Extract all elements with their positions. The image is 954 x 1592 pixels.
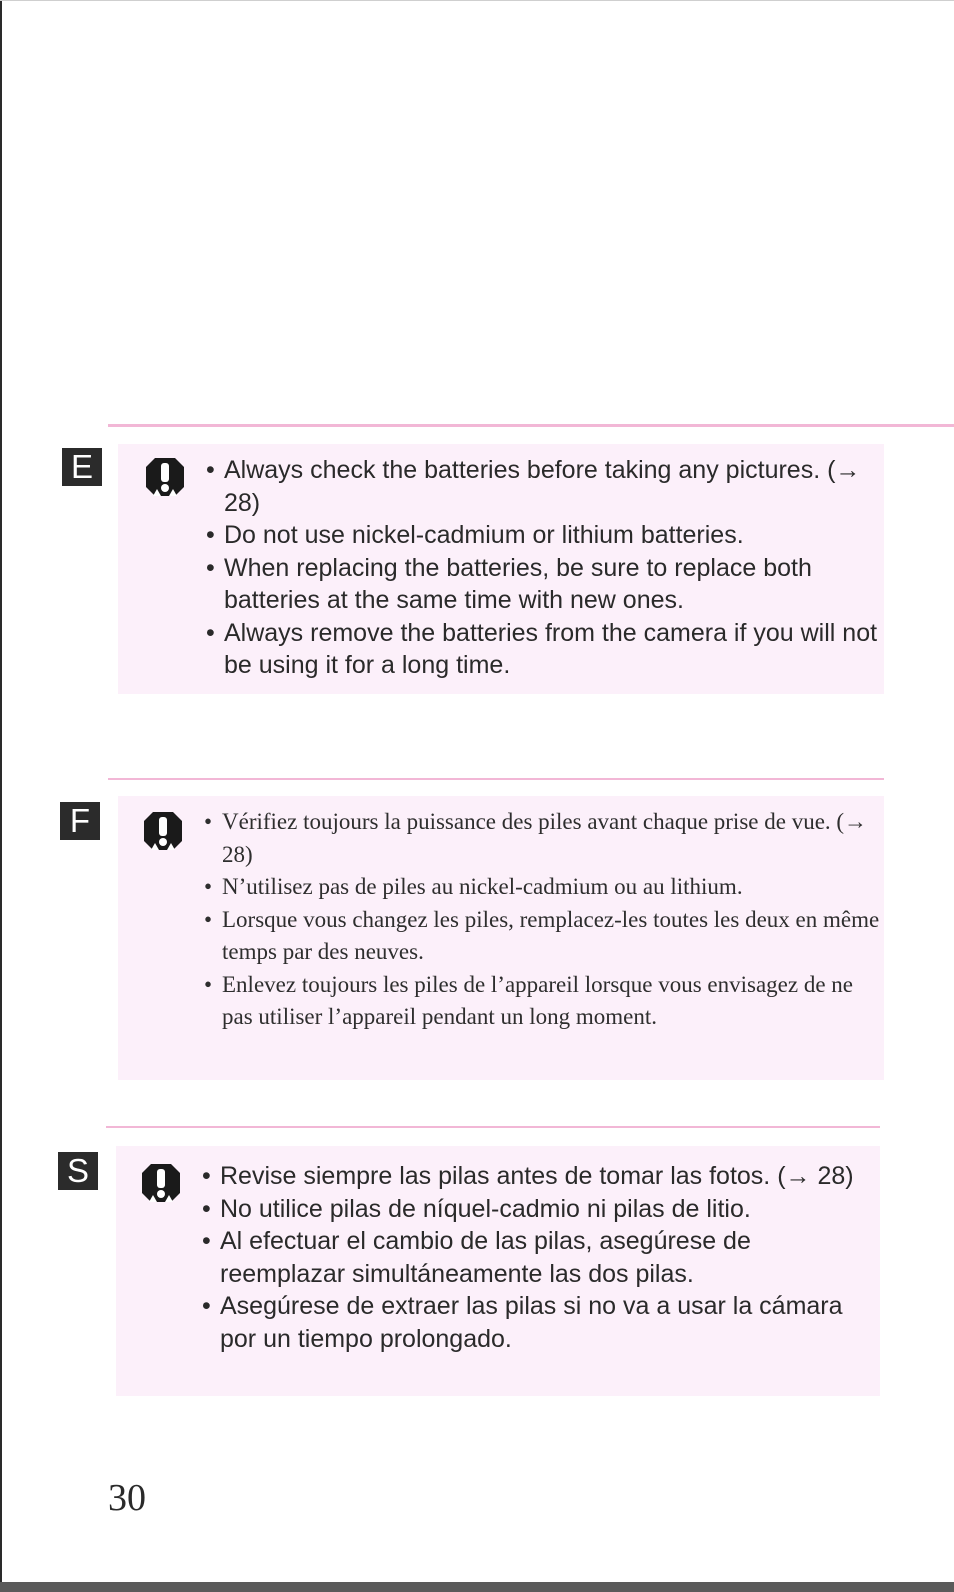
notice-list-spanish (202, 1160, 862, 1355)
page-bottom-edge (0, 1582, 954, 1592)
notice-item: • Revise siempre las pilas antes de tomar las fotos. (→ 28) (202, 1160, 862, 1193)
notice-item: • Vérifiez toujours la puissance des piles avant chaque prise de vue. (→ 28) (204, 806, 880, 871)
notice-item: • Do not use nickel-cadmium or lithium batteries. (206, 519, 882, 552)
caution-icon (140, 452, 190, 502)
notice-list-english (206, 454, 882, 682)
notice-list-french (204, 806, 880, 1034)
language-badge-french: F (60, 802, 100, 840)
language-badge-english: E (62, 448, 102, 486)
section-rule-french (108, 778, 884, 780)
section-rule-spanish (106, 1126, 880, 1128)
caution-icon (138, 806, 188, 856)
notice-item: • Enlevez toujours les piles de l’appareil lorsque vous envisagez de ne pas utiliser l’appareil pendant un long moment. (204, 969, 880, 1034)
section-rule-english (108, 424, 954, 427)
notice-item: • Always check the batteries before taking any pictures. (→ 28) (206, 454, 882, 519)
notice-item: • Asegúrese de extraer las pilas si no va a usar la cámara por un tiempo prolongado. (202, 1290, 862, 1355)
page-left-edge (0, 0, 2, 1592)
caution-icon (136, 1158, 186, 1208)
notice-item: • Lorsque vous changez les piles, remplacez-les toutes les deux en même temps par des neuves. (204, 904, 880, 969)
page-top-edge (0, 0, 954, 1)
notice-item: • No utilice pilas de níquel-cadmio ni pilas de litio. (202, 1193, 862, 1226)
notice-item: • Al efectuar el cambio de las pilas, asegúrese de reemplazar simultáneamente las dos pilas. (202, 1225, 862, 1290)
notice-item: • When replacing the batteries, be sure to replace both batteries at the same time with new ones. (206, 552, 882, 617)
page-number: 30 (108, 1477, 146, 1519)
language-badge-spanish: S (58, 1152, 98, 1190)
notice-item: • N’utilisez pas de piles au nickel-cadmium ou au lithium. (204, 871, 880, 904)
notice-item: • Always remove the batteries from the camera if you will not be using it for a long time. (206, 617, 882, 682)
